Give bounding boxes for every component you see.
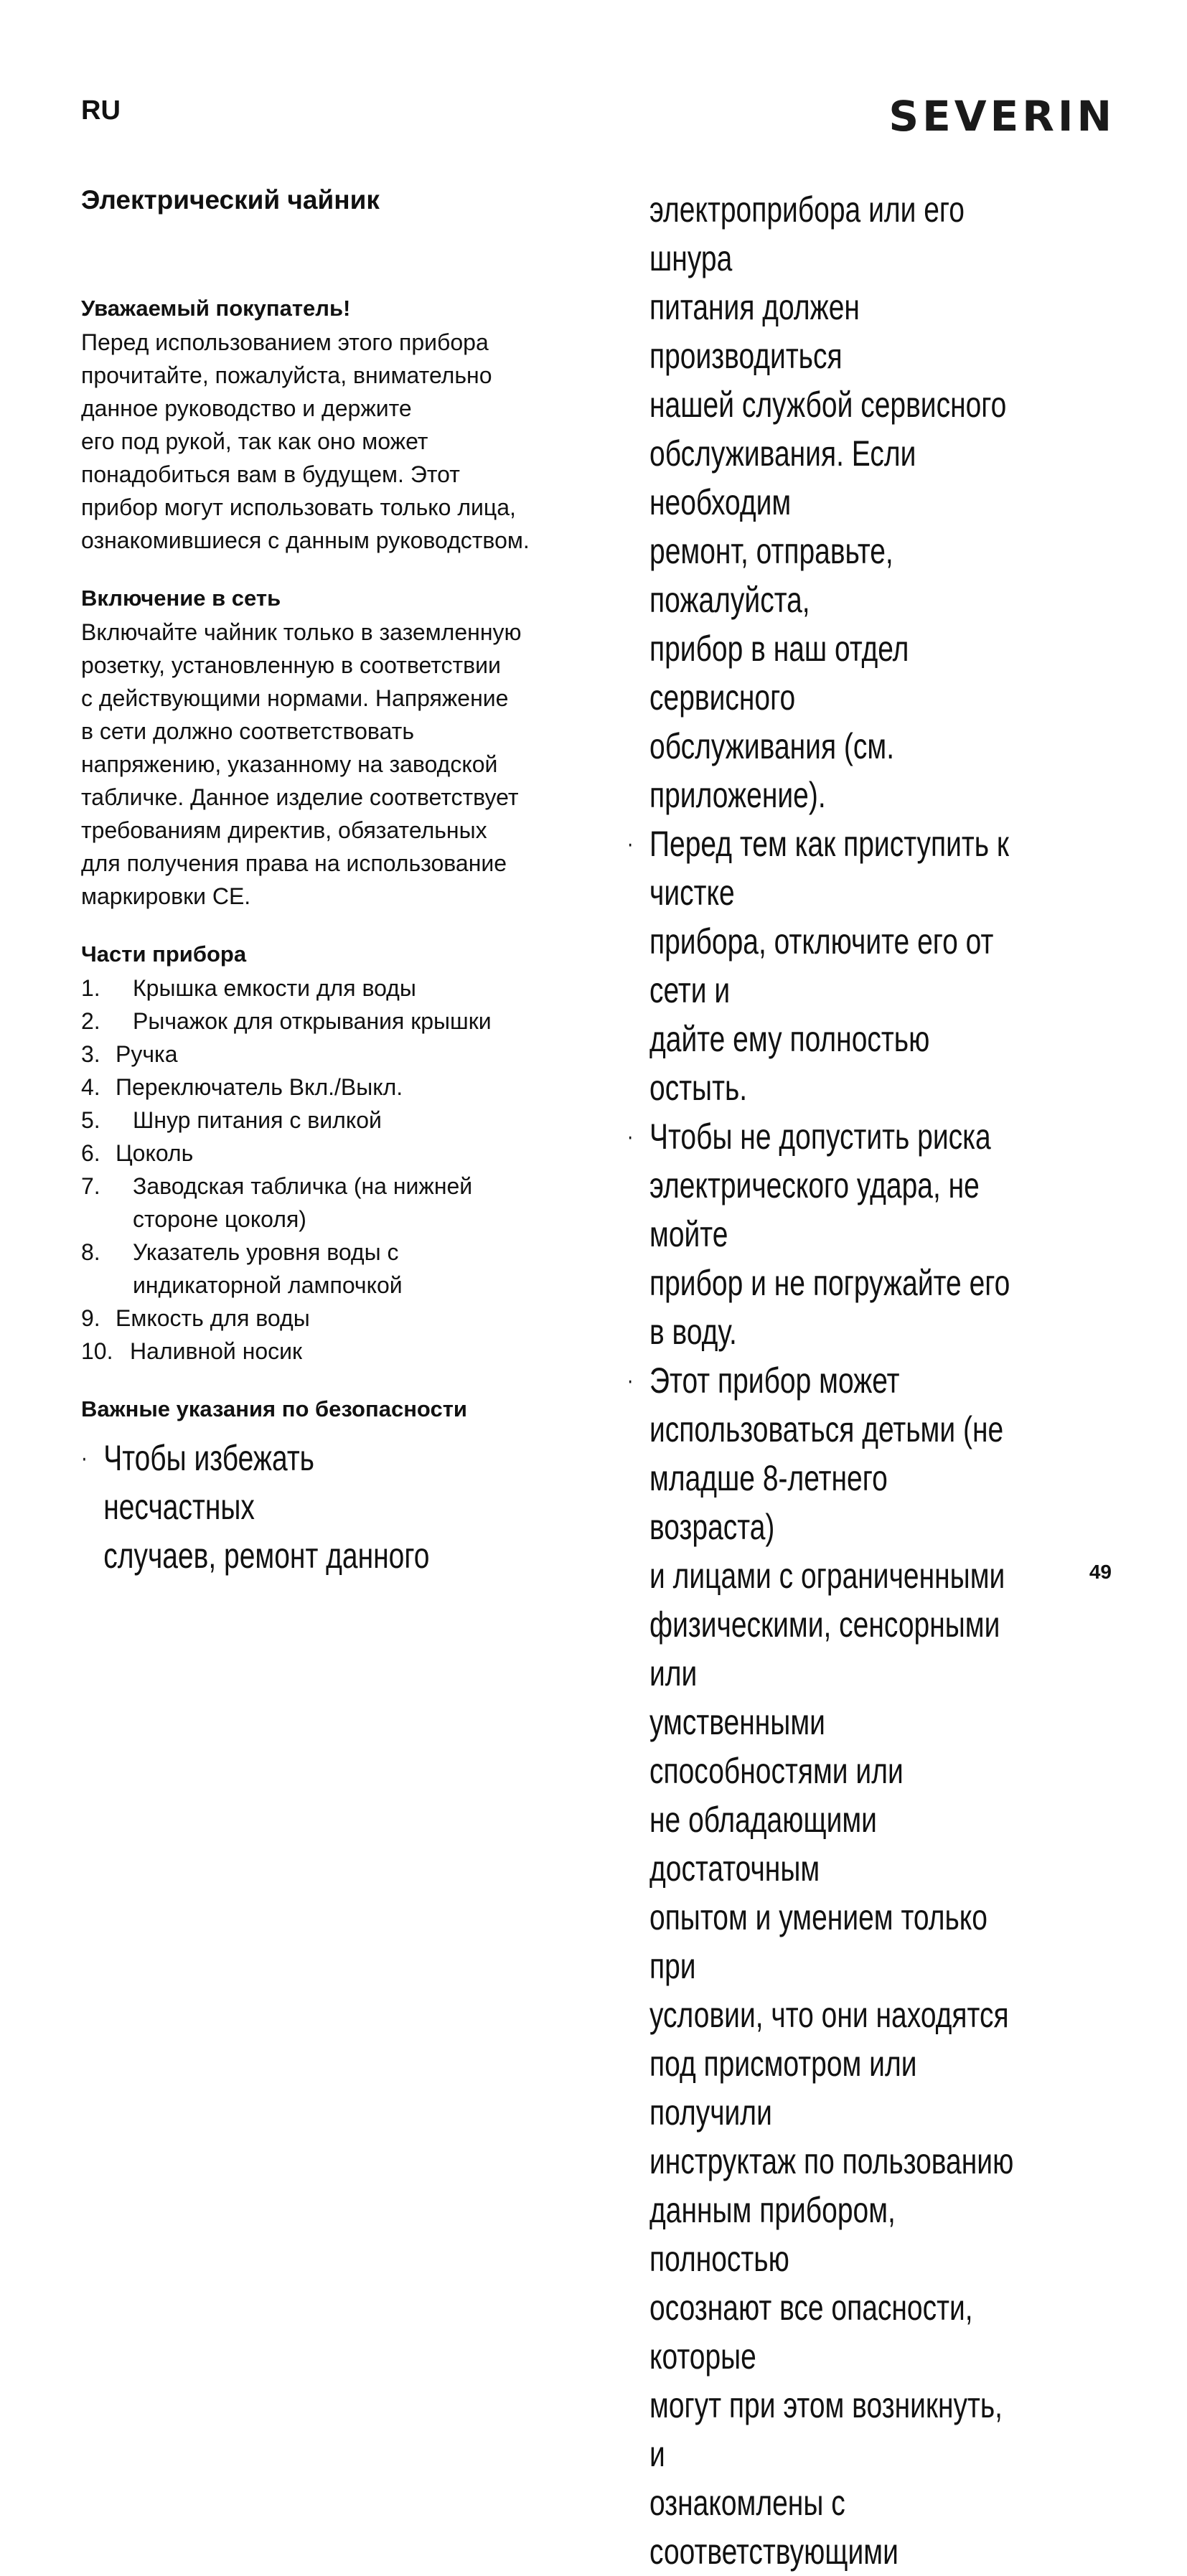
page-number: 49 xyxy=(1089,1561,1112,1583)
bullet-icon: · xyxy=(627,1123,634,1150)
safety-item-left: · Чтобы избежать несчастных случаев, ремонт данного xyxy=(81,1434,473,1580)
list-item: 10. Наливной носик xyxy=(81,1338,303,1364)
connection-text: Включайте чайник только в заземленную розетку, установленную в соответствии с действующими нормами. Напряжение в сети должно соответствовать напряжению, указанному на заводской табличке. Данное изделие соответствует требованиям директив, обязательных для получения права на использование маркировки CE. xyxy=(81,619,522,909)
connection-heading: Включение в сеть xyxy=(81,586,281,611)
list-item: 4. Переключатель Вкл./Выкл. xyxy=(81,1074,403,1100)
greeting-text: Перед использованием этого прибора прочитайте, пожалуйста, внимательно данное руководство и держите его под рукой, так как оно может понадобиться вам в будущем. Этот прибор могут использовать только лица, ознакомившиеся с данным руководством. xyxy=(81,329,530,553)
list-item: 1. Крышка емкости для воды xyxy=(81,975,416,1001)
list-item: 6. Цоколь xyxy=(81,1140,194,1166)
list-item: 3. Ручка xyxy=(81,1041,178,1067)
language-code: RU xyxy=(81,95,121,126)
safety-heading: Важные указания по безопасности xyxy=(81,1396,467,1421)
safety-item: · Этот прибор может использоваться детьми (не младше 8-летнего возраста) и лицами с ограниченными физическими, сенсорными или умственными способностями или не обладающими достаточным опытом и умением только при условии, что они находятся под присмотром или получили инструктаж по пользованию данным прибором, полностью осознают все опасности, которые могут при этом возникнуть, и ознакомлены с соответствующими xyxy=(627,1356,1019,2576)
safety-item: · Перед тем как приступить к чистке прибора, отключите его от сети и дайте ему полностью остыть. xyxy=(627,819,1019,1112)
severin-logo: SEVERIN xyxy=(888,92,1115,141)
greeting-heading: Уважаемый покупатель! xyxy=(81,296,351,321)
document-title: Электрический чайник xyxy=(81,185,380,215)
bullet-icon: · xyxy=(627,830,634,857)
list-item: 8. Указатель уровня воды с индикаторной лампочкой xyxy=(81,1239,403,1298)
list-item: 7. Заводская табличка (на нижней стороне цоколя) xyxy=(81,1173,473,1232)
bullet-icon: · xyxy=(627,1367,634,1394)
safety-item: · Чтобы не допустить риска электрического удара, не мойте прибор и не погружайте его в воду. xyxy=(627,1112,1019,1356)
safety-continuation: электроприбора или его шнура питания должен производиться нашей службой сервисного обслуживания. Если необходим ремонт, отправьте, пожалуйста, прибор в наш отдел сервисного обслуживания (см. приложение). xyxy=(649,189,1007,815)
list-item: 9. Емкость для воды xyxy=(81,1305,310,1331)
right-column xyxy=(627,185,1019,2576)
bullet-icon: · xyxy=(81,1444,88,1472)
left-column xyxy=(81,185,583,1580)
parts-heading: Части прибора xyxy=(81,941,247,967)
parts-list xyxy=(81,972,583,1368)
list-item: 5. Шнур питания с вилкой xyxy=(81,1107,382,1133)
list-item: 2. Рычажок для открывания крышки xyxy=(81,1008,492,1034)
